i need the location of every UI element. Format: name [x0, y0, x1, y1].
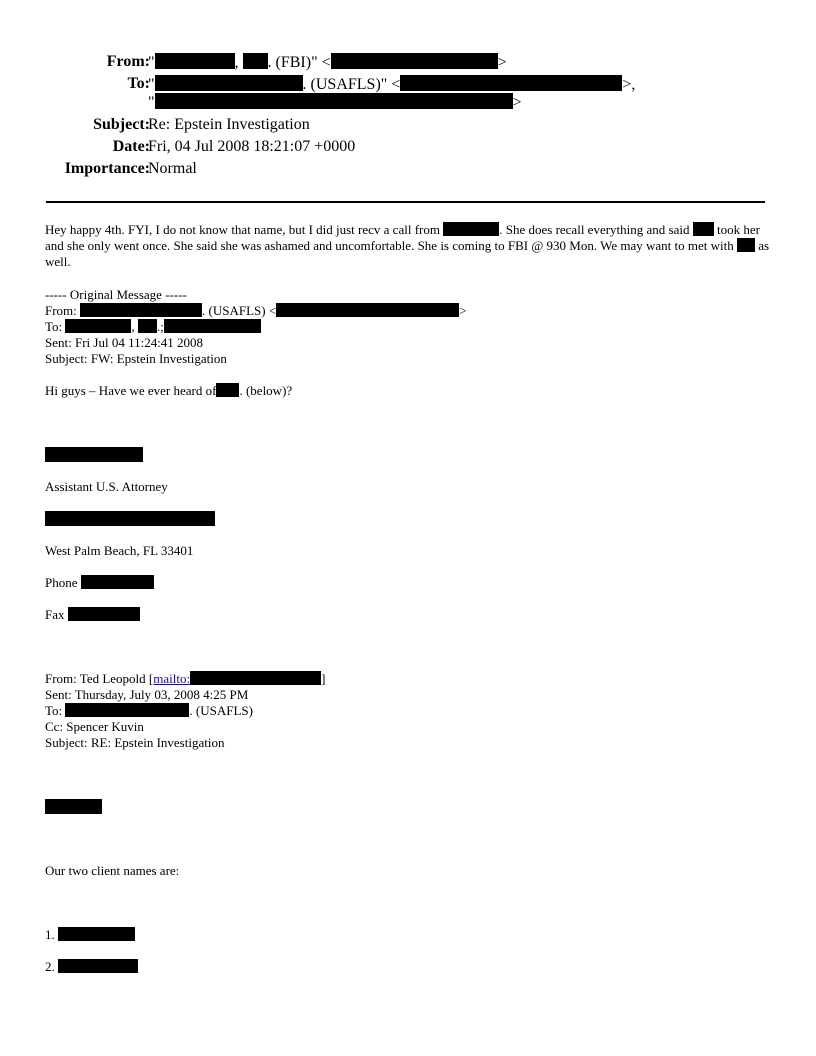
header-divider — [46, 201, 765, 203]
orig1-sent: Sent: Fri Jul 04 11:24:41 2008 — [45, 335, 204, 350]
redaction — [331, 53, 498, 69]
redaction — [58, 959, 138, 973]
orig2-to: To: . (USAFLS) — [45, 703, 253, 718]
redaction — [68, 607, 140, 621]
importance-value: Normal — [148, 160, 197, 177]
redaction — [80, 303, 202, 317]
redaction — [276, 303, 459, 317]
redaction — [190, 671, 321, 685]
redaction — [45, 511, 215, 526]
redaction — [65, 703, 189, 717]
subject-value: Re: Epstein Investigation — [148, 116, 310, 133]
from-label: From: — [106, 53, 150, 70]
reply-body: Hey happy 4th. FYI, I do not know that name, but I did just recv a call from . She does recall everything and said took her and she only went once. She said she was ashamed and uncomfortable. She is coming to FBI @ 930 Mon. We may want to met with as well. — [45, 222, 770, 269]
orig2-from: From: Ted Leopold [mailto: ] — [45, 671, 326, 686]
date-value: Fri, 04 Jul 2008 18:21:07 +0000 — [148, 138, 356, 155]
mailto-link[interactable]: mailto: — [153, 671, 191, 686]
from-value: " , . (FBI)" < > — [148, 54, 507, 71]
redaction — [737, 238, 755, 252]
redaction — [45, 447, 143, 462]
client-item-2: 2. — [45, 959, 138, 975]
redaction — [216, 383, 239, 397]
orig2-subject: Subject: RE: Epstein Investigation — [45, 735, 225, 750]
date-label: Date: — [112, 138, 150, 155]
to-label: To: — [127, 75, 150, 92]
orig2-cc: Cc: Spencer Kuvin — [45, 719, 144, 734]
redaction — [155, 53, 235, 69]
importance-label: Importance: — [64, 160, 150, 177]
redaction — [138, 319, 157, 333]
to-value: " . (USAFLS)" < >, — [148, 76, 636, 93]
subject-label: Subject: — [93, 116, 150, 133]
redaction — [400, 75, 622, 91]
to-value-cont: " > — [148, 94, 522, 111]
redaction — [243, 53, 268, 69]
redaction — [155, 75, 303, 91]
redaction — [164, 319, 261, 333]
signature-fax: Fax — [45, 607, 140, 623]
orig2-sent: Sent: Thursday, July 03, 2008 4:25 PM — [45, 687, 249, 702]
orig1-from: From: . (USAFLS) < > — [45, 303, 467, 318]
redaction — [58, 927, 135, 941]
redaction — [443, 222, 499, 236]
clients-intro: Our two client names are: — [45, 863, 180, 878]
original-message-divider: ----- Original Message ----- — [45, 287, 187, 302]
redaction — [693, 222, 714, 236]
redaction — [81, 575, 154, 589]
redaction — [65, 319, 131, 333]
orig1-subject: Subject: FW: Epstein Investigation — [45, 351, 227, 366]
orig1-message: Hi guys – Have we ever heard of . (below)? — [45, 383, 293, 398]
orig1-to: To: , .; — [45, 319, 261, 335]
redaction — [45, 799, 102, 814]
signature-title: Assistant U.S. Attorney — [45, 479, 168, 494]
signature-city: West Palm Beach, FL 33401 — [45, 543, 194, 558]
redaction — [155, 93, 513, 109]
signature-phone: Phone — [45, 575, 154, 591]
client-item-1: 1. — [45, 927, 135, 943]
